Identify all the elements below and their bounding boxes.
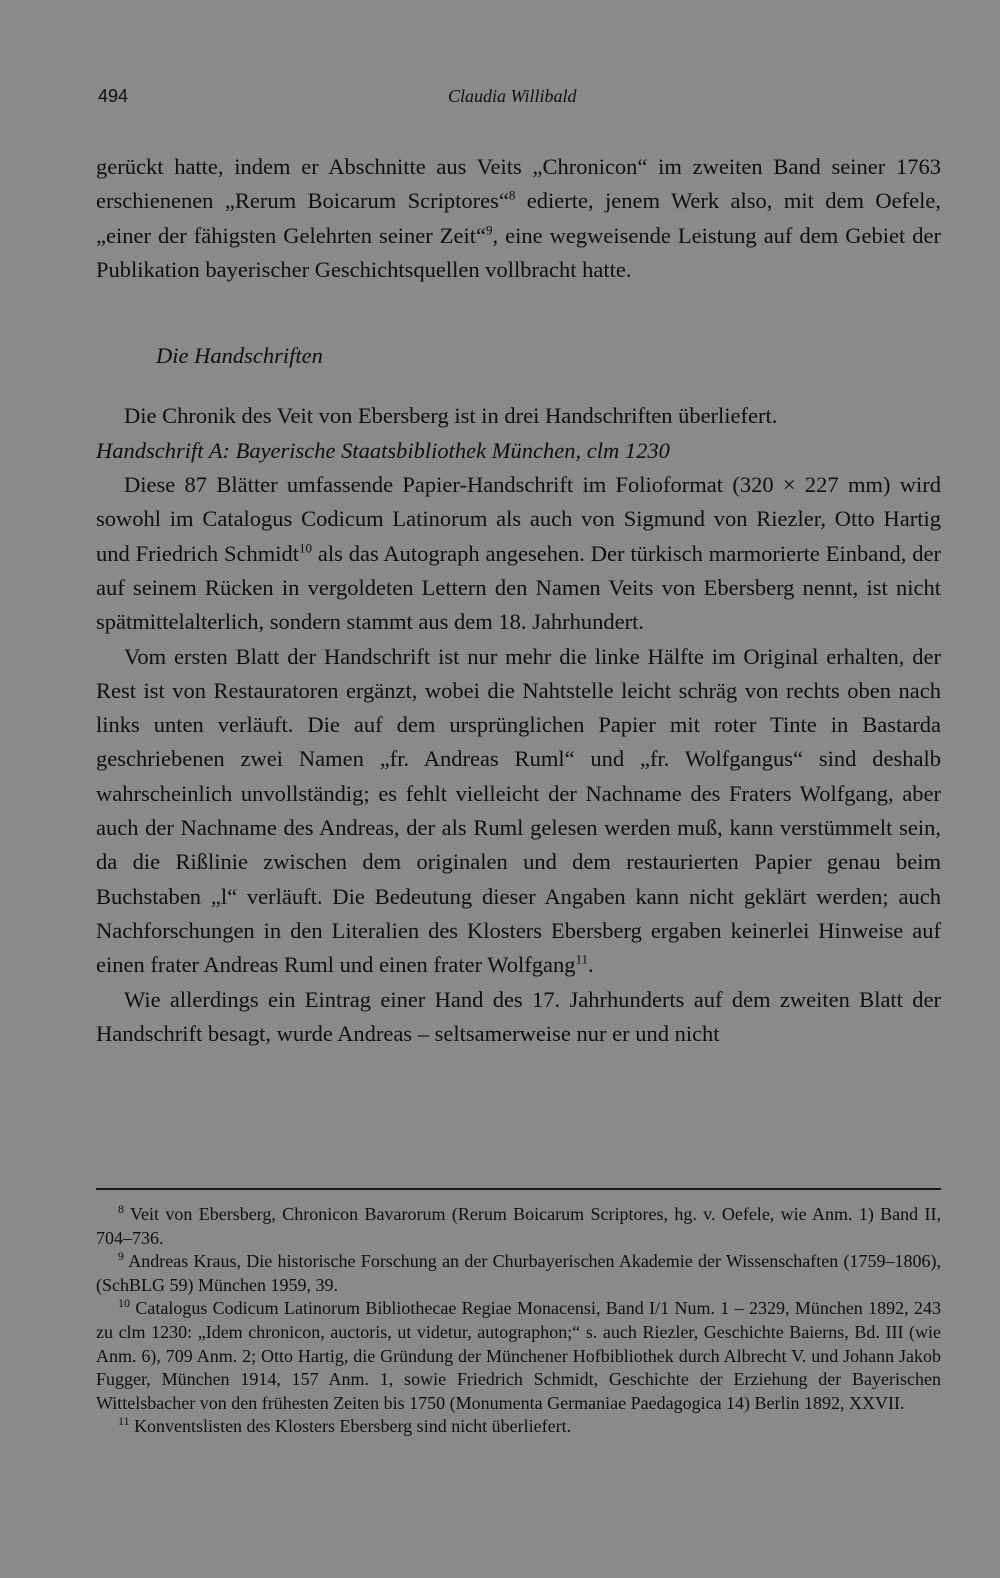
paragraph-intro: Die Chronik des Veit von Ebersberg ist in drei Handschriften überliefert. (124, 403, 778, 429)
paragraph-text: , eine wegweisende Leistung auf dem Gebiet der Publikation bayerischer Geschichtsquellen vollbracht hatte. (96, 222, 941, 282)
paragraph-text: edierte, jenem Werk also, mit dem Oefele, „einer der fähigsten Gelehrten seiner Zeit“ (96, 188, 941, 248)
footnote-divider (96, 1188, 941, 1190)
footnotes (96, 1203, 941, 1439)
footnote-10 (96, 1297, 941, 1415)
paragraph-description (96, 468, 941, 639)
paragraph-text: Diese 87 Blätter umfassende Papier-Handschrift im Folioformat (320 × 227 mm) wird sowohl im Catalogus Codicum Latinorum als auch von Sigmund von Riezler, Otto Hartig und Friedrich Schmidt (96, 472, 941, 566)
footnote-text: Veit von Ebersberg, Chronicon Bavarorum (Rerum Boicarum Scriptores, hg. v. Oefele, wie Anm. 1) Band II, 704–736. (96, 1204, 941, 1248)
footnote-11 (96, 1415, 941, 1439)
footnote-number: 11 (118, 1414, 130, 1429)
footnote-ref: 9 (486, 222, 493, 238)
paragraph-continuation (96, 150, 941, 287)
section-title: Die Handschriften (156, 343, 323, 369)
paragraph-text: gerückt hatte, indem er Abschnitte aus Veits „Chronicon“ im zweiten Band seiner 1763 erschienenen „Rerum Boicarum Scriptores“ (96, 154, 941, 214)
footnote-ref: 10 (299, 540, 312, 556)
paragraph-text: Vom ersten Blatt der Handschrift ist nur mehr die linke Hälfte im Original erhalten, der Rest ist von Restauratoren ergänzt, wobei die Nahtstelle leicht schräg von rechts oben nach links unten verläuft. Die auf dem ursprünglichen Papier mit roter Tinte in Bastarda geschriebenen zwei Namen „fr. Andreas Ruml“ und „fr. Wolfgangus“ sind deshalb wahrscheinlich unvollständig; es fehlt vielleicht der Nachname des Fraters Wolfgang, aber auch der Nachname des Andreas, der als Ruml gelesen werden muß, kann verstümmelt sein, da die Rißlinie zwischen dem originalen und dem restaurierten Papier genau beim Buchstaben „l“ verläuft. Die Bedeutung dieser Angaben kann nicht geklärt werden; auch Nachforschungen in den Literalien des Klosters Ebersberg ergaben keinerlei Hinweise auf einen frater Andreas Ruml und einen frater Wolfgang (96, 643, 941, 978)
manuscript-heading: Handschrift A: Bayerische Staatsbibliothek München, clm 1230 (96, 437, 670, 463)
page-number: 494 (98, 86, 129, 106)
footnote-number: 8 (118, 1202, 124, 1216)
paragraph-first-leaf (96, 640, 941, 983)
page-header (98, 86, 940, 114)
paragraph-text: . (588, 952, 594, 978)
footnote-ref: 11 (575, 951, 589, 967)
running-head-author: Claudia Willibald (448, 86, 577, 106)
footnote-number: 10 (118, 1296, 130, 1311)
paragraph-text: als das Autograph angesehen. Der türkisch marmorierte Einband, der auf seinem Rücken in vergoldeten Lettern den Namen Veits von Ebersberg nennt, ist nicht spätmittelalterlich, sondern stammt aus dem 18. Jahrhundert. (96, 540, 941, 635)
footnote-text: Catalogus Codicum Latinorum Bibliothecae Regiae Monacensi, Band I/1 Num. 1 – 2329, München 1892, 243 zu clm 1230: „Idem chronicon, auctoris, ut videtur, autographon;“ s. auch Riezler, Geschichte Baierns, Bd. III (wie Anm. 6), 709 Anm. 2; Otto Hartig, die Gründung der Münchener Hofbibliothek durch Albrecht V. und Johann Jakob Fugger, München 1914, 157 Anm. 1, sowie Friedrich Schmidt, Geschichte der Erziehung der Bayerischen Wittelsbacher von den frühesten Zeiten bis 1750 (Monumenta Germaniae Paedagogica 14) Berlin 1892, XXVII. (96, 1298, 941, 1413)
footnote-ref: 8 (508, 187, 516, 203)
footnote-9 (96, 1250, 941, 1297)
body-text (96, 150, 941, 1051)
footnote-text: Andreas Kraus, Die historische Forschung an der Churbayerischen Akademie der Wissenschaften (1759–1806), (SchBLG 59) München 1959, 39. (96, 1251, 941, 1295)
footnote-text: Konventslisten des Klosters Ebersberg sind nicht überliefert. (134, 1416, 572, 1437)
footnote-8 (96, 1203, 941, 1250)
footnote-number: 9 (118, 1249, 124, 1264)
paragraph-second-leaf: Wie allerdings ein Eintrag einer Hand des 17. Jahrhunderts auf dem zweiten Blatt der Handschrift besagt, wurde Andreas – seltsamerweise nur er und nicht (96, 986, 941, 1046)
